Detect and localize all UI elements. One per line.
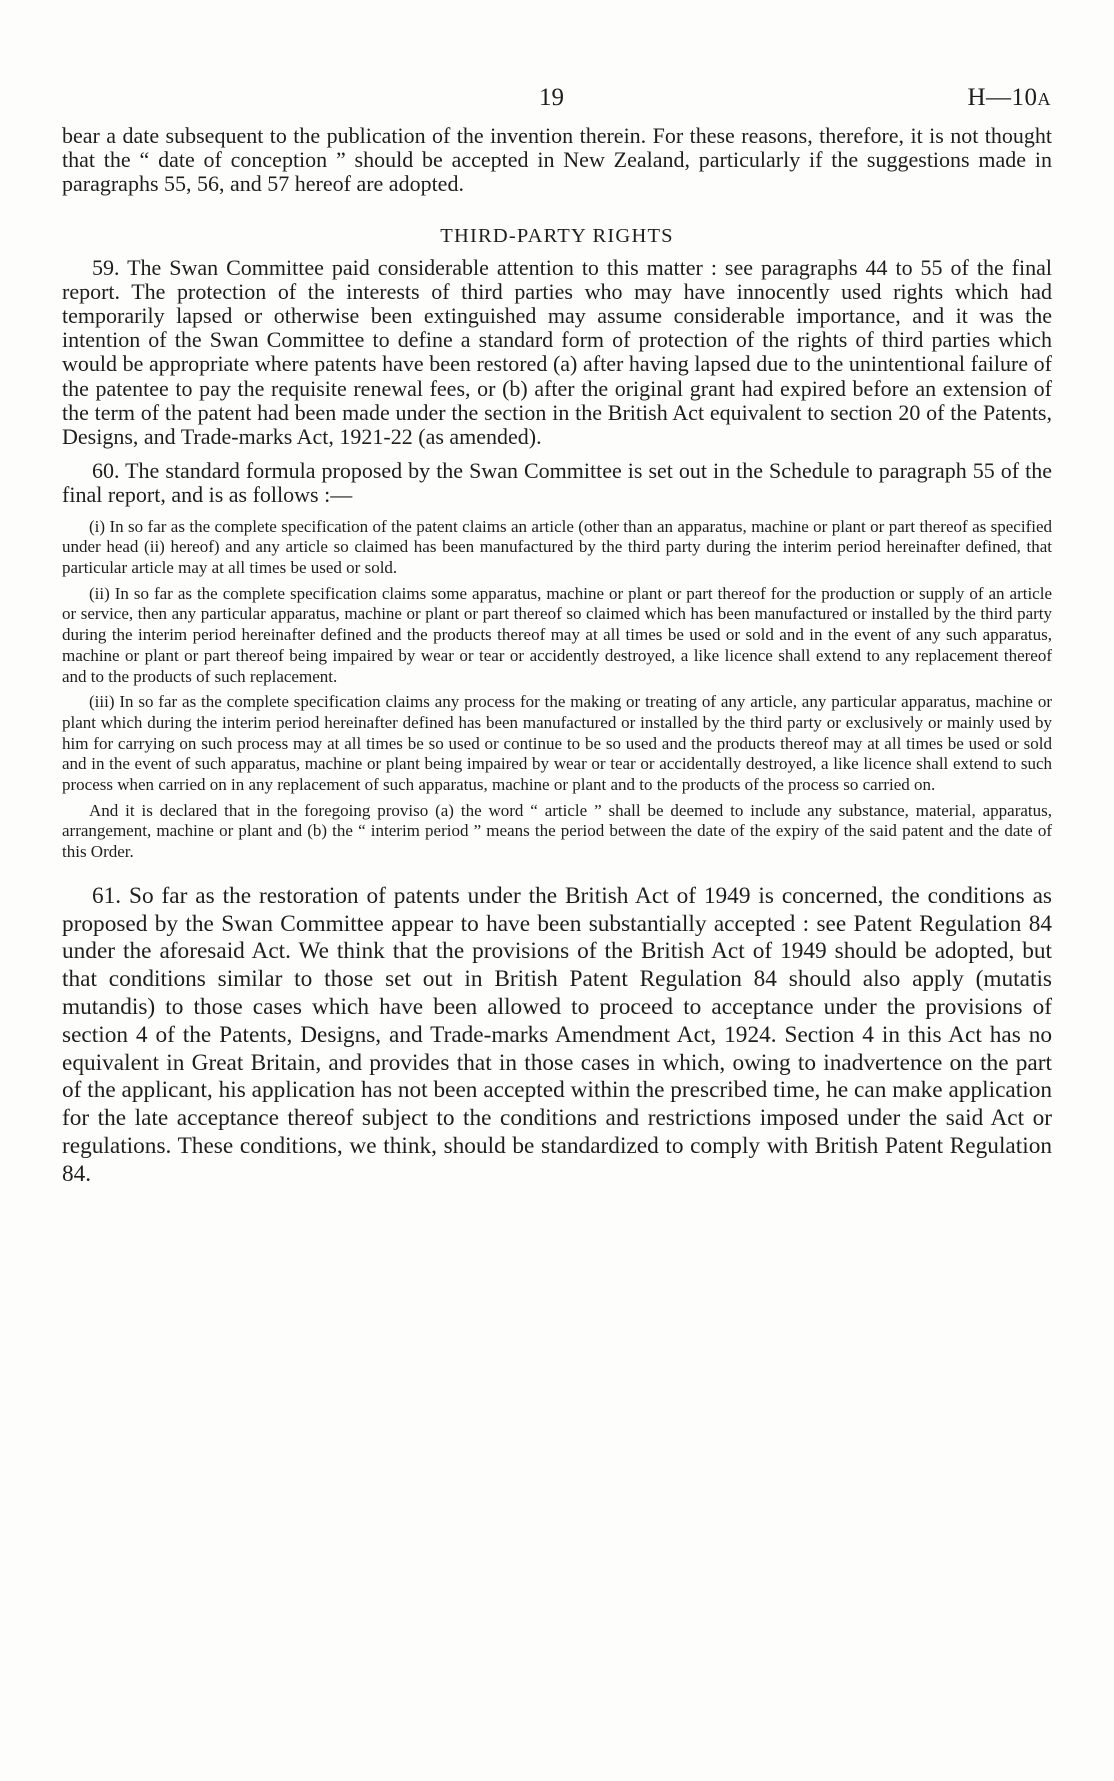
page-number: 19 (539, 84, 564, 111)
continuation-paragraph: bear a date subsequent to the publication of the invention therein. For these reasons, therefore, it is not thought that the “ date of conception ” should be accepted in New Zealand, particularly if the suggestions made in paragraphs 55, 56, and 57 hereof are adopted. (62, 123, 1052, 197)
section-heading: THIRD-PARTY RIGHTS (440, 224, 674, 247)
declaration-clause: And it is declared that in the foregoing proviso (a) the word “ article ” shall be deemed to include any substance, material, apparatus, arrangement, machine or plant and (b) the “ interim period ” means the period between the date of the expiry of the said patent and the date of this Order. (62, 800, 1052, 862)
paragraph-61: 61. So far as the restoration of patents under the British Act of 1949 is concerned, the conditions as proposed by the Swan Committee appear to have been substantially accepted : see Patent Regulation 84 under the aforesaid Act. We think that the provisions of the British Act of 1949 should be adopted, but that conditions similar to those set out in British Patent Regulation 84 should also apply (mutatis mutandis) to those cases which have been allowed to proceed to acceptance under the provisions of section 4 of the Patents, Designs, and Trade-marks Amendment Act, 1924. Section 4 in this Act has no equivalent in Great Britain, and provides that in those cases in which, owing to inadvertence on the part of the applicant, his application has not been accepted within the prescribed time, he can make application for the late acceptance thereof subject to the conditions and restrictions imposed under the said Act or regulations. These conditions, we think, should be standardized to comply with British Patent Regulation 84. (62, 882, 1052, 1187)
clause-iii: (iii) In so far as the complete specification claims any process for the making or treating of any article, any particular apparatus, machine or plant which during the interim period hereinafter defined has been manufactured or installed by the third party or exclusively or mainly used by him for carrying on such process may at all times be so used or continue to be so used and the products thereof may at all times be used or sold and in the event of such apparatus, machine or plant being impaired by wear or tear or accidentally destroyed, a like licence shall extend to such process when carried on in any replacement of such apparatus, machine or plant and to the products of the process so carried on. (62, 692, 1052, 795)
document-reference-suffix: A (1037, 89, 1051, 109)
paragraph-60: 60. The standard formula proposed by the Swan Committee is set out in the Schedule to paragraph 55 of the final report, and is as follows :— (62, 458, 1052, 508)
document-reference-main: H—10 (967, 84, 1038, 111)
quoted-formula (62, 517, 1052, 863)
paragraph-59: 59. The Swan Committee paid considerable attention to this matter : see paragraphs 44 to 55 of the final report. The protection of the interests of third parties who may have innocently used rights which had temporarily lapsed or otherwise been extinguished may assume considerable importance, and it was the intention of the Swan Committee to define a standard form of protection of the rights of third parties which would be appropriate where patents have been restored (a) after having lapsed due to the unintentional failure of the patentee to pay the requisite renewal fees, or (b) after the original grant had expired before an extension of the term of the patent had been made under the section in the British Act equivalent to section 20 of the Patents, Designs, and Trade-marks Act, 1921-22 (as amended). (62, 254, 1052, 450)
page-header (0, 84, 1114, 118)
clause-i: (i) In so far as the complete specification of the patent claims an article (other than an apparatus, machine or plant or part thereof as specified under head (ii) hereof) and any article so claimed has been manufactured by the third party during the interim period hereinafter defined, that particular article may at all times be used or sold. (62, 516, 1052, 578)
document-reference (967, 84, 1051, 112)
clause-ii: (ii) In so far as the complete specification claims some apparatus, machine or plant or part thereof for the production or supply of an article or service, then any particular apparatus, machine or plant or part thereof so claimed which has been manufactured or installed by the third party during the interim period hereinafter defined and the products thereof may at all times be used or sold and in the event of any such apparatus, machine or plant or part thereof being impaired by wear or tear or accidently destroyed, a like licence shall extend to any replacement thereof and to the products of such replacement. (62, 583, 1052, 686)
body-text (62, 124, 1052, 1189)
